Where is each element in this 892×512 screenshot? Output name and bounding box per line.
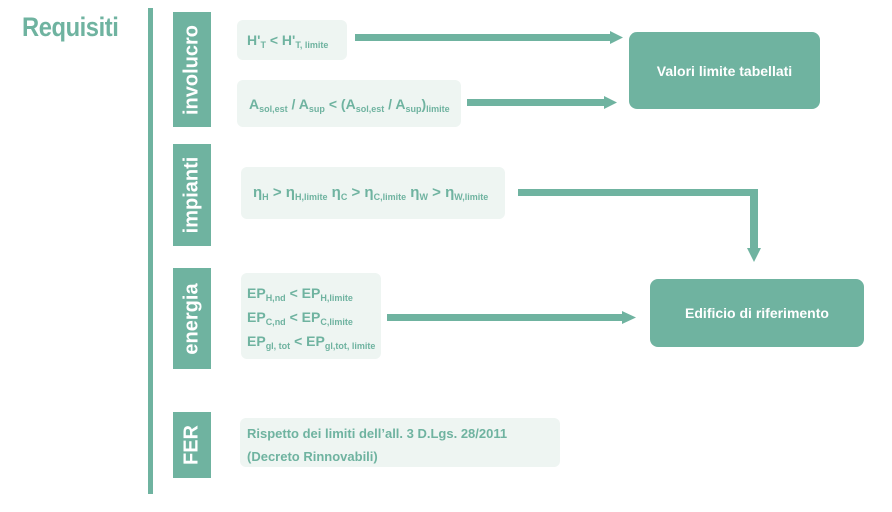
formula-ep-line-2: $EP_{C,nd} < EP_{C,limite}$ xyxy=(247,309,353,327)
formula-ep-line-1: $EP_{H,nd} < EP_{H,limite}$ xyxy=(247,285,353,303)
page-title: Requisiti xyxy=(22,12,119,42)
category-fer-label: FER xyxy=(180,425,203,465)
arrow-asol-to-valori xyxy=(467,96,617,109)
target-edificio-riferimento-label: Edificio di riferimento xyxy=(685,305,829,321)
category-energia-label: energia xyxy=(180,282,203,355)
fer-text-line-2: (Decreto Rinnovabili) xyxy=(247,449,378,464)
category-impianti-label: impianti xyxy=(180,156,203,234)
category-involucro-label: involucro xyxy=(180,24,203,115)
formula-ep-line-3: $EP_{gl, tot} < EP_{gl,tot, limite}$ xyxy=(247,333,376,351)
arrow-ep-to-edificio xyxy=(387,311,636,324)
fer-text-line-1: Rispetto dei limiti dell’all. 3 D.Lgs. 28/2011 xyxy=(247,426,508,441)
arrow-eta-to-edificio xyxy=(518,189,761,262)
formula-eta: $\eta_H > \eta_{H,limite}$ $\eta_C > \eta_{C,limite}$ $\eta_W > \eta_{W,limite}$ xyxy=(241,167,505,219)
target-valori-limite-label: Valori limite tabellati xyxy=(656,62,793,79)
arrow-ht-to-valori xyxy=(355,31,623,44)
formula-ht: $H'_T < H'_{T, limite}$ xyxy=(237,20,347,60)
formula-asol: $A_{sol,est} / A_{sup} < (A_{sol,est} / A_{sup})_{limite}$ xyxy=(237,80,461,127)
